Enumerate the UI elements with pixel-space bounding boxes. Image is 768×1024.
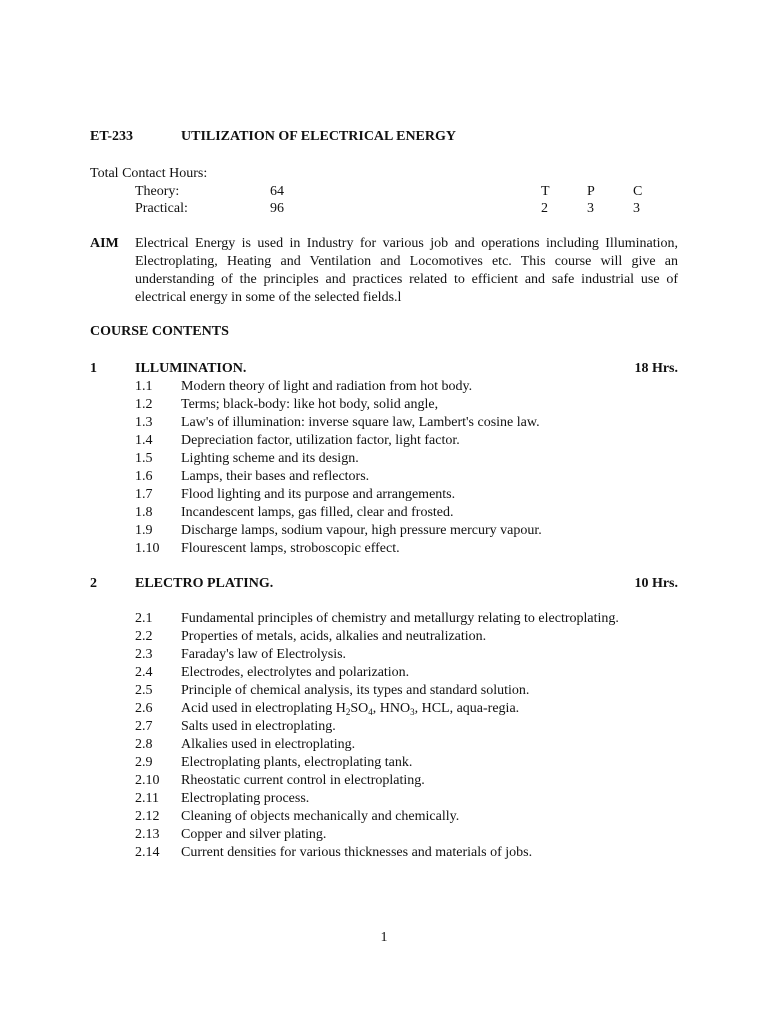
list-item xyxy=(0,414,768,432)
item-text: Principle of chemical analysis, its types and standard solution. xyxy=(181,683,530,698)
theory-hours-row xyxy=(0,183,768,201)
item-number: 2.7 xyxy=(135,719,153,734)
item-text: Copper and silver plating. xyxy=(181,827,327,842)
theory-label: Theory: xyxy=(135,184,180,199)
item-number: 1.5 xyxy=(135,451,153,466)
item-text: Electrodes, electrolytes and polarization. xyxy=(181,665,410,680)
item-number: 2.8 xyxy=(135,737,153,752)
col-head-t: T xyxy=(541,184,550,199)
item-text: Electroplating plants, electroplating tank. xyxy=(181,755,413,770)
list-item xyxy=(0,772,768,790)
item-number: 1.4 xyxy=(135,433,153,448)
list-item xyxy=(0,682,768,700)
section-2-heading xyxy=(0,575,768,593)
item-text: Terms; black-body: like hot body, solid angle, xyxy=(181,397,439,412)
item-number: 2.6 xyxy=(135,701,153,716)
item-number: 2.4 xyxy=(135,665,153,680)
list-item xyxy=(0,700,768,718)
list-item xyxy=(0,432,768,450)
item-text: Lamps, their bases and reflectors. xyxy=(181,469,370,484)
section-2-items xyxy=(0,610,768,862)
item-number: 2.10 xyxy=(135,773,160,788)
course-code: ET-233 xyxy=(90,129,134,144)
item-number: 2.5 xyxy=(135,683,153,698)
item-text: Electroplating process. xyxy=(181,791,310,806)
item-number: 1.3 xyxy=(135,415,153,430)
item-number: 1.1 xyxy=(135,379,153,394)
item-text: Depreciation factor, utilization factor, light factor. xyxy=(181,433,460,448)
col-head-c: C xyxy=(633,184,643,199)
section-title: ELECTRO PLATING. xyxy=(135,576,274,591)
list-item xyxy=(0,628,768,646)
list-item xyxy=(0,790,768,808)
item-number: 1.10 xyxy=(135,541,160,556)
practical-hours-row xyxy=(0,200,768,218)
practical-label: Practical: xyxy=(135,201,188,216)
item-text: Rheostatic current control in electroplating. xyxy=(181,773,425,788)
item-number: 2.1 xyxy=(135,611,153,626)
item-text: Discharge lamps, sodium vapour, high pressure mercury vapour. xyxy=(181,523,542,538)
section-hours: 10 Hrs. xyxy=(634,576,678,591)
item-text: Lighting scheme and its design. xyxy=(181,451,359,466)
item-number: 1.2 xyxy=(135,397,153,412)
list-item xyxy=(0,754,768,772)
item-number: 2.13 xyxy=(135,827,160,842)
item-number: 1.7 xyxy=(135,487,153,502)
item-text: Modern theory of light and radiation from hot body. xyxy=(181,379,473,394)
item-text: Properties of metals, acids, alkalies and neutralization. xyxy=(181,629,487,644)
course-contents-heading: COURSE CONTENTS xyxy=(90,324,229,339)
list-item xyxy=(0,844,768,862)
section-1-items xyxy=(0,378,768,558)
item-number: 2.9 xyxy=(135,755,153,770)
item-text: Flourescent lamps, stroboscopic effect. xyxy=(181,541,400,556)
total-contact-hours-label: Total Contact Hours: xyxy=(90,166,208,181)
list-item xyxy=(0,396,768,414)
p-value: 3 xyxy=(587,201,594,216)
list-item xyxy=(0,378,768,396)
page-number: 1 xyxy=(380,930,388,945)
item-text: Cleaning of objects mechanically and chemically. xyxy=(181,809,460,824)
item-text: Incandescent lamps, gas filled, clear and frosted. xyxy=(181,505,454,520)
list-item xyxy=(0,610,768,628)
item-number: 2.3 xyxy=(135,647,153,662)
item-text: Fundamental principles of chemistry and metallurgy relating to electroplating. xyxy=(181,611,619,626)
item-text: Acid used in electroplating $H_2SO_4$, $HNO_3$, HCL, aqua-regia. xyxy=(181,701,520,717)
item-number: 1.6 xyxy=(135,469,153,484)
item-text: Faraday's law of Electrolysis. xyxy=(181,647,347,662)
item-text: Salts used in electroplating. xyxy=(181,719,336,734)
list-item xyxy=(0,504,768,522)
item-number: 2.14 xyxy=(135,845,160,860)
col-head-p: P xyxy=(587,184,595,199)
section-1-heading xyxy=(0,360,768,378)
t-value: 2 xyxy=(541,201,548,216)
aim-label: AIM xyxy=(90,236,119,251)
list-item xyxy=(0,646,768,664)
list-item xyxy=(0,486,768,504)
c-value: 3 xyxy=(633,201,640,216)
item-number: 2.11 xyxy=(135,791,159,806)
item-number: 1.9 xyxy=(135,523,153,538)
item-number: 2.12 xyxy=(135,809,160,824)
list-item xyxy=(0,718,768,736)
section-number: 2 xyxy=(90,576,97,591)
list-item xyxy=(0,450,768,468)
item-number: 1.8 xyxy=(135,505,153,520)
section-hours: 18 Hrs. xyxy=(634,361,678,376)
theory-value: 64 xyxy=(270,184,284,199)
list-item xyxy=(0,808,768,826)
list-item xyxy=(0,736,768,754)
list-item xyxy=(0,468,768,486)
item-text: Alkalies used in electroplating. xyxy=(181,737,356,752)
list-item xyxy=(0,522,768,540)
section-title: ILLUMINATION. xyxy=(135,361,247,376)
section-number: 1 xyxy=(90,361,97,376)
list-item xyxy=(0,826,768,844)
list-item xyxy=(0,664,768,682)
item-number: 2.2 xyxy=(135,629,153,644)
course-title: UTILIZATION OF ELECTRICAL ENERGY xyxy=(181,129,457,144)
list-item xyxy=(0,540,768,558)
item-text: Law's of illumination: inverse square law, Lambert's cosine law. xyxy=(181,415,540,430)
practical-value: 96 xyxy=(270,201,284,216)
aim-text: Electrical Energy is used in Industry for various job and operations including Illumination, Electroplating, Heating and Ventilation and Locomotives etc. This course will give an understanding of the principles and practices related to efficient and safe industrial use of electrical energy in some of the selected fields.l xyxy=(135,236,678,305)
item-text: Current densities for various thicknesses and materials of jobs. xyxy=(181,845,533,860)
item-text: Flood lighting and its purpose and arrangements. xyxy=(181,487,456,502)
